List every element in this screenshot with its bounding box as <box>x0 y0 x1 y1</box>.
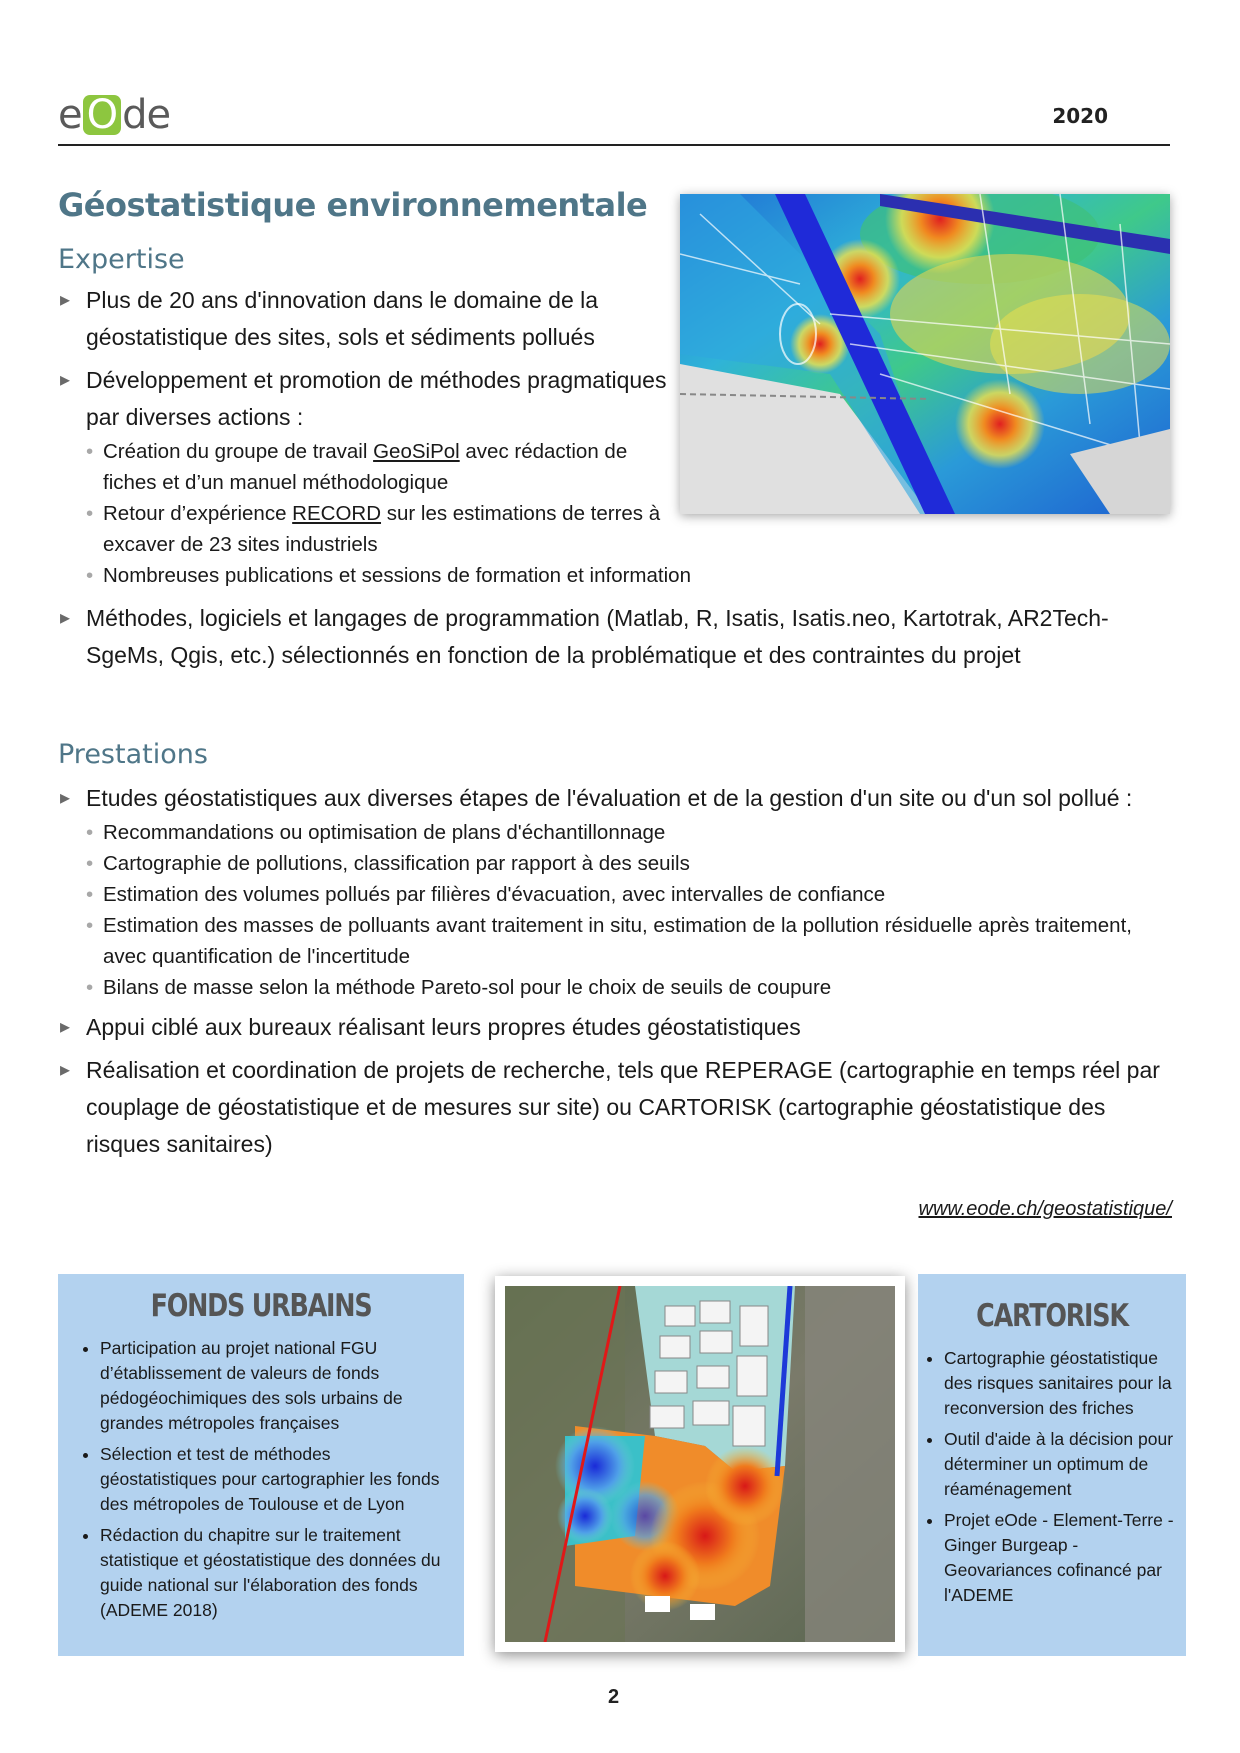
cartorisk-box <box>918 1274 1186 1656</box>
sub-list-item <box>86 910 1170 972</box>
fonds-urbains-list <box>58 1336 464 1623</box>
prestations-sub-list <box>86 817 1170 1003</box>
website-link[interactable]: www.eode.ch/geostatistique/ <box>918 1198 1172 1220</box>
expertise-item-text: Méthodes, logiciels et langages de programmation (Matlab, R, Isatis, Isatis.neo, Kartotrak, AR2Tech-SgeMs, Qgis, etc.) sélectionnés en fonction de la problématique et des contraintes du projet <box>86 605 1109 668</box>
sub-item-text: Estimation des volumes pollués par filières d'évacuation, avec intervalles de confiance <box>103 883 886 906</box>
list-item <box>58 1052 1170 1163</box>
cartorisk-list <box>918 1346 1186 1608</box>
prestations-list <box>58 780 1170 1163</box>
sub-list-item <box>86 848 1170 879</box>
sub-list-item <box>86 817 1170 848</box>
sub-item-text: Nombreuses publications et sessions de formation et information <box>103 564 691 587</box>
list-item: • Participation au projet national FGU d’établissement de valeurs de fonds pédogéochimiques des sols urbains de grandes métropoles françaises <box>100 1336 448 1436</box>
sub-item-text: avec rédaction de fiches et d’un manuel méthodologique <box>103 440 628 494</box>
page-title: Géostatistique environnementale <box>58 186 648 224</box>
sub-list-item <box>86 972 1170 1003</box>
geosipol-link[interactable]: GeoSiPol <box>373 440 460 463</box>
expertise-list <box>58 282 691 591</box>
list-item: • Sélection et test de méthodes géostatistiques pour cartographier les fonds des métropoles de Toulouse et de Lyon <box>100 1442 448 1517</box>
fonds-urbains-box <box>58 1274 464 1656</box>
prestation-item-text: Etudes géostatistiques aux diverses étapes de l'évaluation et de la gestion d'un site ou d'un sol pollué : <box>86 785 1133 811</box>
list-item: • Rédaction du chapitre sur le traitement statistique et géostatistique des données du guide national sur l'élaboration des fonds (ADEME 2018) <box>100 1523 448 1623</box>
friche-map-image <box>495 1276 905 1652</box>
cartorisk-title: CARTORISK <box>976 1298 1128 1334</box>
logo-de: de <box>122 92 171 138</box>
list-item <box>58 362 691 591</box>
sub-item-text: Estimation des masses de polluants avant traitement in situ, estimation de la pollution résiduelle après traitement, avec quantification de l'incertitude <box>103 914 1132 968</box>
sub-list-item <box>86 560 691 591</box>
list-item: • Outil d'aide à la décision pour déterminer un optimum de réaménagement <box>944 1427 1178 1502</box>
prestation-item-text: Réalisation et coordination de projets de recherche, tels que REPERAGE (cartographie en temps réel par couplage de géostatistique et de mesures sur site) ou CARTORISK (cartographie géostatistique des risques sanitaires) <box>86 1057 1160 1157</box>
sub-item-text: Bilans de masse selon la méthode Pareto-sol pour le choix de seuils de coupure <box>103 976 832 999</box>
eode-logo <box>58 92 170 138</box>
sub-list-item <box>86 879 1170 910</box>
list-item <box>58 1009 1170 1046</box>
fonds-urbains-title: FONDS URBAINS <box>150 1288 372 1324</box>
list-item <box>58 600 1170 674</box>
section-title-prestations: Prestations <box>58 739 208 770</box>
list-item: • Projet eOde - Element-Terre - Ginger Burgeap - Geovariances cofinancé par l'ADEME <box>944 1508 1178 1608</box>
logo-o: O <box>83 95 121 135</box>
list-item <box>58 282 668 356</box>
expertise-item-text: Développement et promotion de méthodes pragmatiques par diverses actions : <box>86 367 667 430</box>
section-title-expertise: Expertise <box>58 244 185 275</box>
list-item <box>58 780 1170 1003</box>
page-number: 2 <box>608 1686 620 1708</box>
expertise-sub-list <box>86 436 691 591</box>
header-divider <box>58 144 1170 146</box>
sub-item-text: Création du groupe de travail <box>103 440 374 463</box>
expertise-list-2 <box>58 600 1170 674</box>
prestation-item-text: Appui ciblé aux bureaux réalisant leurs propres études géostatistiques <box>86 1014 801 1040</box>
sub-list-item <box>86 436 668 498</box>
list-item: • Cartographie géostatistique des risques sanitaires pour la reconversion des friches <box>944 1346 1178 1421</box>
sub-list-item <box>86 498 668 560</box>
sub-item-text: Recommandations ou optimisation de plans d'échantillonnage <box>103 821 666 844</box>
sub-item-text: Retour d’expérience <box>103 502 293 525</box>
header-year: 2020 <box>1052 104 1108 128</box>
record-link[interactable]: RECORD <box>292 502 382 525</box>
sub-item-text: Cartographie de pollutions, classification par rapport à des seuils <box>103 852 690 875</box>
sub-item-text: sur les estimations de terres à excaver de 23 sites industriels <box>103 502 661 556</box>
expertise-item-text: Plus de 20 ans d'innovation dans le domaine de la géostatistique des sites, sols et sédiments pollués <box>86 287 599 350</box>
logo-e: e <box>58 92 82 138</box>
pollution-map-image <box>680 194 1170 514</box>
